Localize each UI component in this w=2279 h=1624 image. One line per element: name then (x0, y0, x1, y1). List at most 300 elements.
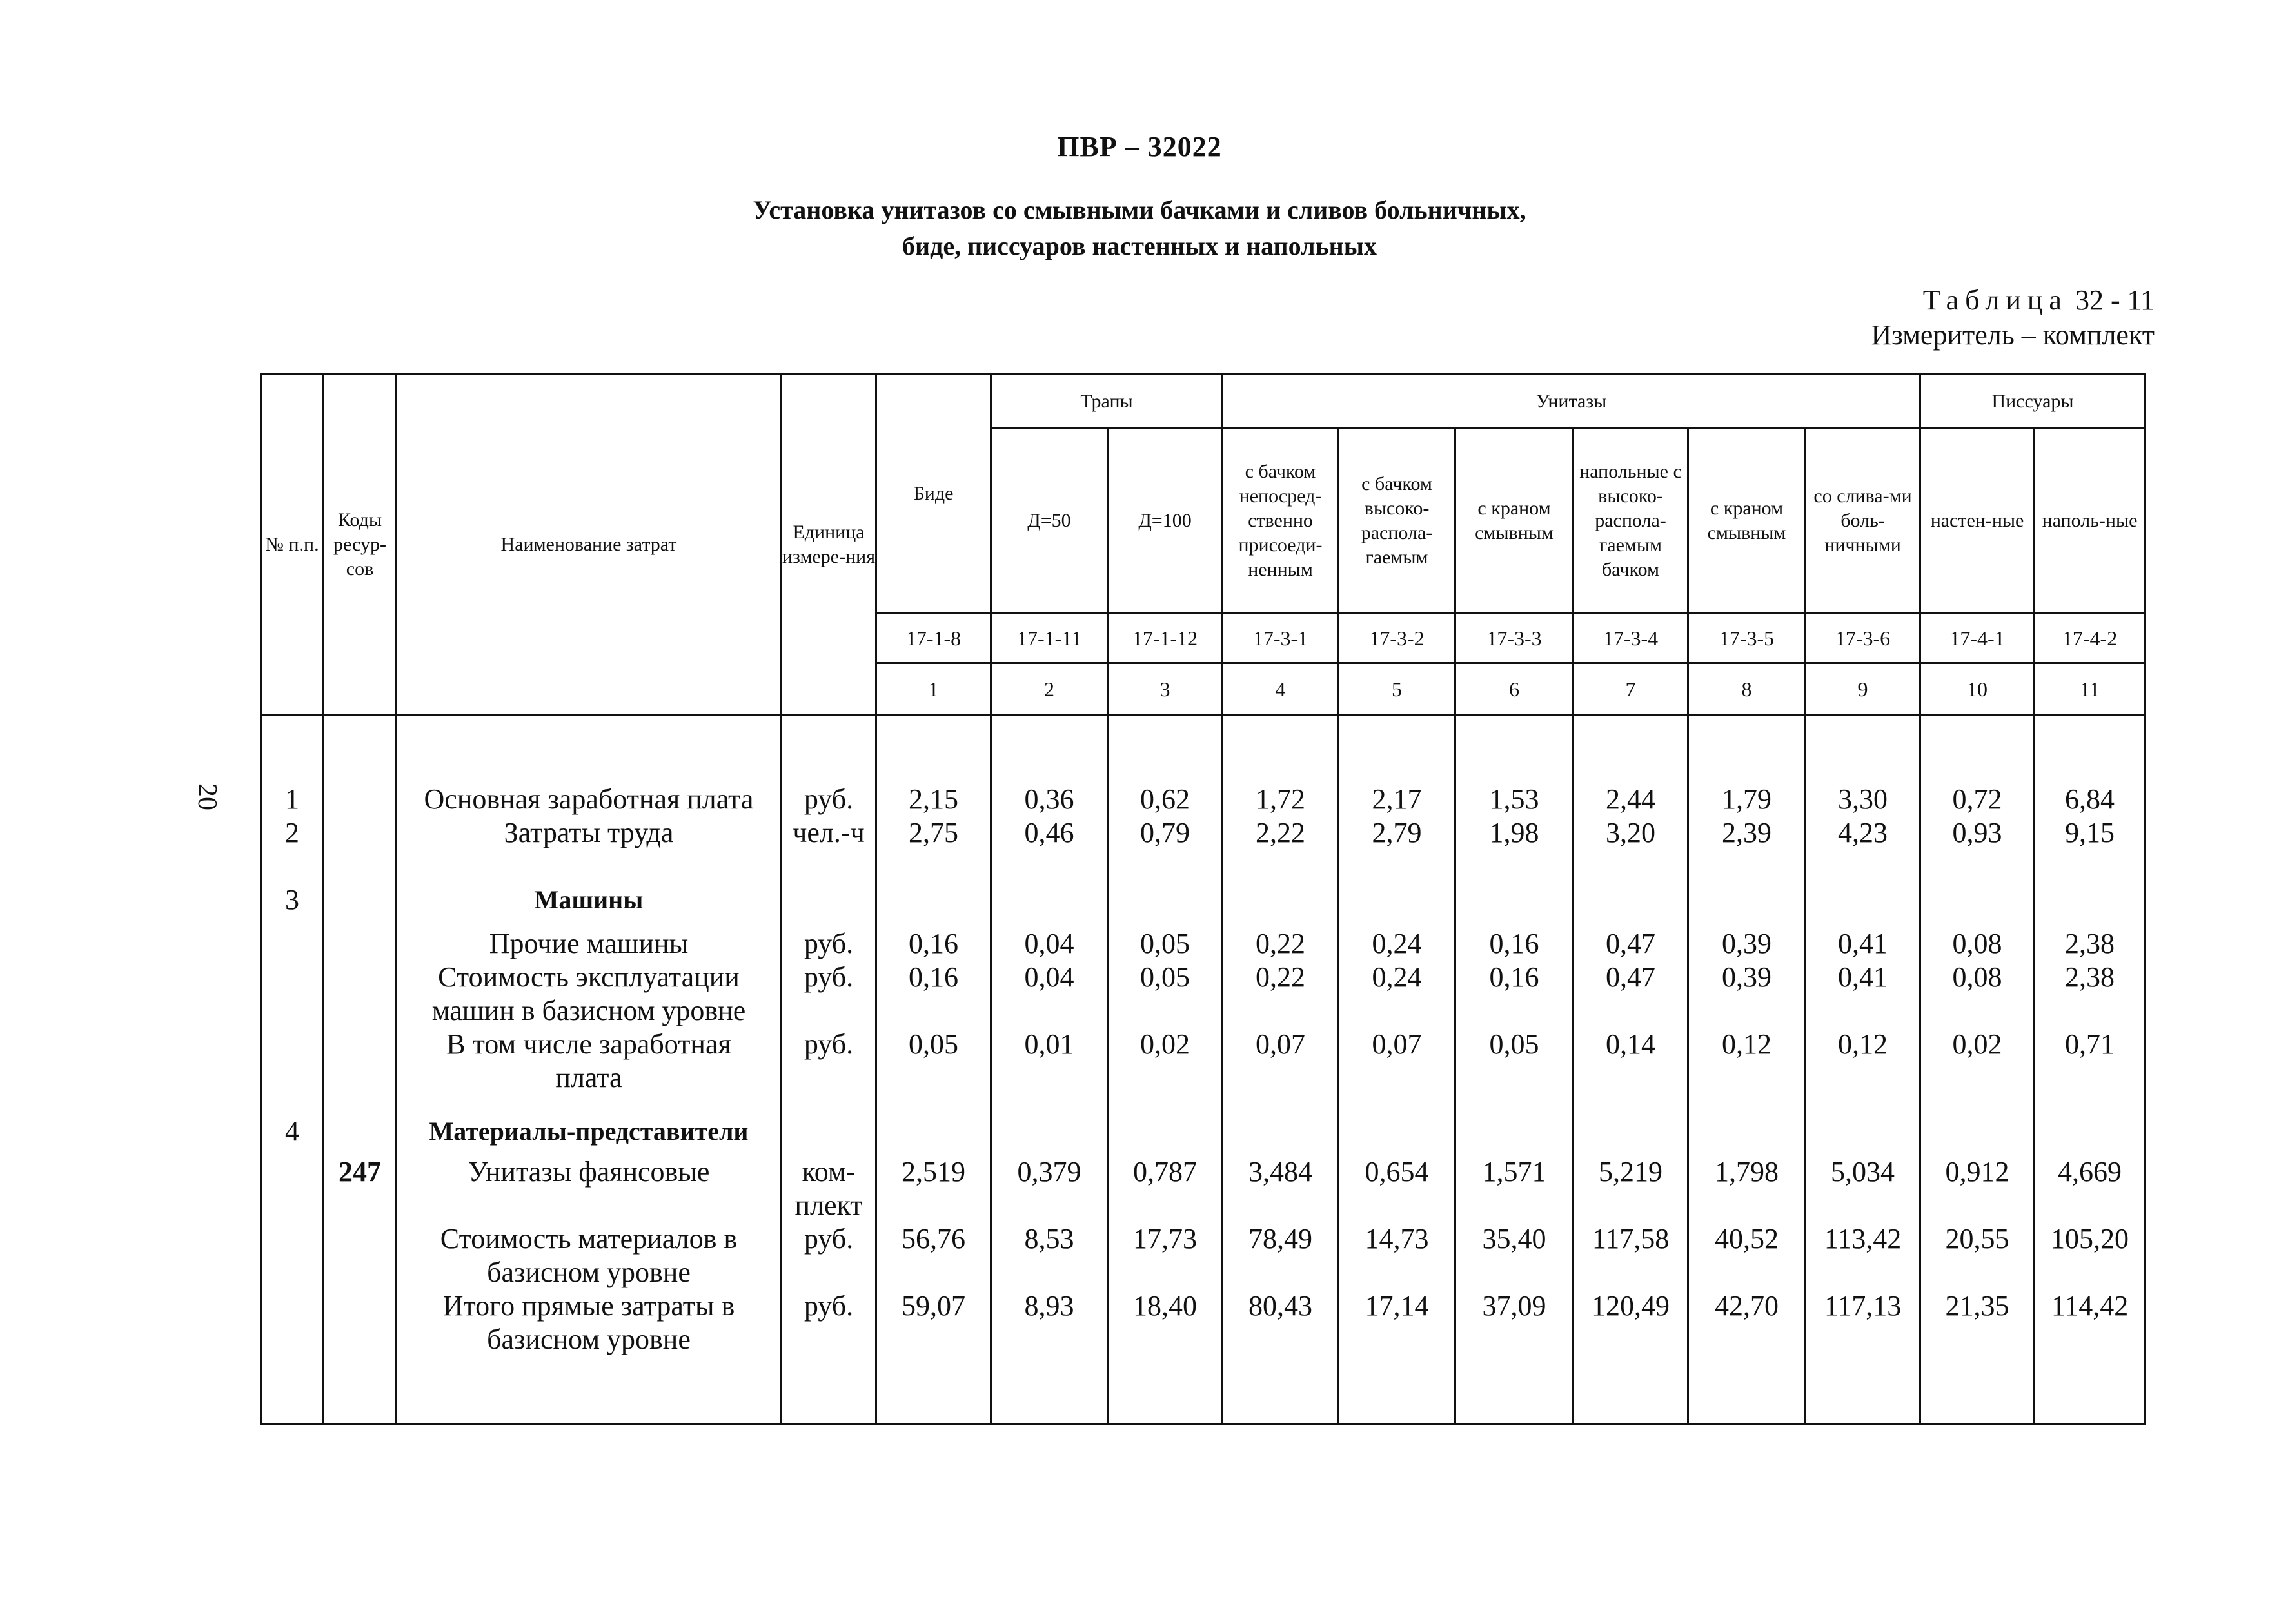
cost-value (1921, 1028, 2033, 1095)
norm-code: 17-4-2 (2035, 613, 2146, 663)
cost-value (1456, 961, 1572, 1028)
cost-value (877, 927, 990, 961)
cost-value-line: 0,04 (1024, 928, 1074, 959)
row-gap (992, 850, 1107, 883)
cost-value-line: 0,93 (1952, 817, 2002, 849)
cost-name-line: В том числе заработная (446, 1028, 731, 1060)
row-gap (782, 917, 875, 927)
cost-value (2035, 783, 2144, 816)
subcol-header: наполь-ные (2035, 429, 2146, 613)
cost-value-line: 3,484 (1248, 1155, 1313, 1188)
cost-table (260, 373, 2146, 1425)
cost-value (992, 1028, 1107, 1095)
row-gap (1689, 1148, 1804, 1155)
cost-value-line: 3,20 (1606, 817, 1656, 849)
cost-value-line: 5,219 (1599, 1155, 1663, 1188)
cost-value (992, 816, 1107, 850)
row-gap (397, 1095, 780, 1115)
subcol-header: с краном смывным (1688, 429, 1806, 613)
row-gap (1921, 850, 2033, 883)
cost-value-line: 0,05 (1140, 961, 1190, 993)
cost-value (1689, 816, 1804, 850)
cost-value (1806, 1155, 1919, 1222)
cost-value (1223, 1155, 1337, 1222)
cost-value (877, 1028, 990, 1095)
subcol-header: со слива-ми боль-ничными (1806, 429, 1920, 613)
cost-value (1574, 1222, 1687, 1289)
table-number: 32 - 11 (2075, 284, 2155, 316)
cost-names-column (397, 715, 782, 1425)
cost-value-line: 5,034 (1831, 1155, 1895, 1188)
norm-code: 17-3-6 (1806, 613, 1920, 663)
cost-value-line (2035, 883, 2144, 917)
cost-value-line (1223, 1115, 1337, 1148)
cost-value (1223, 961, 1337, 1028)
cost-value (1109, 816, 1221, 850)
cost-value-line: 8,53 (1024, 1222, 1074, 1255)
measure-unit: Измеритель – комплект (1871, 319, 2155, 351)
units-column (782, 715, 876, 1425)
row-gap (782, 1095, 875, 1115)
cost-value-line (1574, 1115, 1687, 1148)
row-number-line (262, 961, 322, 994)
norm-code: 17-1-11 (991, 613, 1108, 663)
row-number (262, 961, 322, 1028)
resource-code-line (324, 1222, 395, 1256)
resource-code-line (324, 1115, 395, 1148)
row-gap (324, 917, 395, 927)
unit-value (782, 1115, 875, 1148)
cost-value-line: 2,15 (909, 783, 958, 816)
row-gap (1109, 1148, 1221, 1155)
norm-code: 17-3-1 (1223, 613, 1339, 663)
unit-value-line: руб. (804, 928, 854, 959)
col-index: 11 (2035, 663, 2146, 715)
row-number (262, 816, 322, 850)
cost-value (1921, 1289, 2033, 1356)
resource-code (324, 1115, 395, 1148)
cost-value (1574, 883, 1687, 917)
cost-value (1223, 883, 1337, 917)
cost-value-line: 1,98 (1489, 817, 1539, 849)
cost-name-line: Машины (534, 885, 644, 915)
cost-value (1806, 883, 1919, 917)
cost-value (1689, 883, 1804, 917)
row-gap (1456, 850, 1572, 883)
col-index: 1 (876, 663, 991, 715)
col-codes-header: Коды ресур-сов (324, 375, 397, 715)
cost-value (1109, 783, 1221, 816)
row-number-line: 2 (285, 817, 299, 849)
resource-code-line (324, 927, 395, 961)
row-gap (2035, 850, 2144, 883)
subcol-header: с бачком высоко-распола-гаемым (1339, 429, 1455, 613)
values-column-10 (1920, 715, 2035, 1425)
cost-value (1689, 961, 1804, 1028)
row-gap (1574, 1148, 1687, 1155)
header-row-groups (261, 375, 2146, 429)
cost-value-line: 40,52 (1715, 1222, 1779, 1255)
col-bide-header: Биде (876, 375, 991, 613)
cost-value-line: 4,23 (1838, 817, 1888, 849)
cost-value (2035, 1028, 2144, 1095)
cost-value-line: 9,15 (2065, 817, 2115, 849)
cost-value-line: 0,47 (1606, 961, 1656, 993)
resource-code (324, 1028, 395, 1095)
table-word: Таблица (1922, 284, 2068, 316)
cost-value-line: 0,47 (1606, 928, 1656, 959)
resource-code-line (324, 883, 395, 917)
cost-value (1109, 1115, 1221, 1148)
col-name-header: Наименование затрат (397, 375, 782, 715)
cost-value-line (1921, 1115, 2033, 1148)
row-gap (1574, 1095, 1687, 1115)
document-title (0, 192, 2279, 264)
row-gap (1806, 917, 1919, 927)
resource-code (324, 1155, 395, 1222)
cost-value-line (1456, 1115, 1572, 1148)
row-gap (782, 1148, 875, 1155)
row-gap (877, 1095, 990, 1115)
row-gap (1456, 917, 1572, 927)
values-column-8 (1688, 715, 1806, 1425)
row-gap (992, 1148, 1107, 1155)
cost-value-line: 0,16 (1489, 961, 1539, 993)
cost-value-line: 0,07 (1372, 1028, 1422, 1060)
row-gap (1339, 917, 1454, 927)
cost-value-line: 117,13 (1824, 1289, 1902, 1322)
norm-code: 17-3-4 (1574, 613, 1688, 663)
cost-name (397, 783, 780, 816)
subcol-header: с краном смывным (1455, 429, 1574, 613)
unit-value (782, 961, 875, 1028)
cost-value (1689, 927, 1804, 961)
cost-value (1339, 783, 1454, 816)
cost-value (1223, 783, 1337, 816)
cost-name-line: базисном уровне (487, 1256, 691, 1288)
norm-code: 17-3-3 (1455, 613, 1574, 663)
cost-value (1921, 883, 2033, 917)
cost-value (992, 1115, 1107, 1148)
resource-code (324, 783, 395, 816)
cost-value-line: 1,72 (1256, 783, 1306, 816)
cost-value-line: 0,72 (1952, 783, 2002, 816)
cost-value (1456, 816, 1572, 850)
unit-value-line: руб. (804, 1028, 854, 1060)
cost-value-line: 0,05 (1140, 928, 1190, 959)
cost-value (1574, 1289, 1687, 1356)
group-traps-header: Трапы (991, 375, 1223, 429)
row-gap (1223, 850, 1337, 883)
cost-name-line: Прочие машины (489, 928, 689, 959)
cost-name-line: Итого прямые затраты в (442, 1289, 735, 1322)
cost-value-line: 114,42 (2051, 1289, 2129, 1322)
cost-value-line (877, 1115, 990, 1148)
values-column-9 (1806, 715, 1920, 1425)
page-number: 20 (192, 783, 222, 810)
cost-value-line: 2,44 (1606, 783, 1656, 816)
row-gap (1339, 1148, 1454, 1155)
resource-code (324, 883, 395, 917)
row-gap (324, 1148, 395, 1155)
cost-value (1689, 783, 1804, 816)
row-gap (1689, 917, 1804, 927)
cost-name (397, 1115, 780, 1148)
col-index: 7 (1574, 663, 1688, 715)
unit-value (782, 816, 875, 850)
col-index: 9 (1806, 663, 1920, 715)
cost-value (1223, 1028, 1337, 1095)
row-number-line (262, 1028, 322, 1061)
unit-value-line (782, 1115, 875, 1148)
values-column-6 (1455, 715, 1574, 1425)
cost-value-line: 0,12 (1838, 1028, 1888, 1060)
cost-value (1574, 961, 1687, 1028)
row-gap (1109, 850, 1221, 883)
cost-value-line: 17,14 (1365, 1289, 1429, 1322)
col-index: 10 (1920, 663, 2035, 715)
cost-value (2035, 927, 2144, 961)
cost-value-line: 0,07 (1256, 1028, 1306, 1060)
cost-name-line: Материалы-представители (429, 1117, 749, 1146)
row-gap (1456, 1148, 1572, 1155)
cost-value-line: 2,519 (902, 1155, 965, 1188)
cost-value (1456, 927, 1572, 961)
cost-value-line: 20,55 (1945, 1222, 2009, 1255)
row-gap (2035, 1148, 2144, 1155)
row-gap (877, 850, 990, 883)
subcol-header: напольные с высоко-распола-гаемым бачком (1574, 429, 1688, 613)
cost-value-line: 2,38 (2065, 928, 2115, 959)
cost-value-line: 2,22 (1256, 817, 1306, 849)
unit-value (782, 927, 875, 961)
row-number (262, 1028, 322, 1095)
subcol-header: Д=100 (1108, 429, 1223, 613)
cost-value-line: 35,40 (1482, 1222, 1546, 1255)
values-column-5 (1339, 715, 1455, 1425)
row-gap (262, 1095, 322, 1115)
cost-value (1339, 927, 1454, 961)
cost-value-line (1339, 1115, 1454, 1148)
cost-value (877, 816, 990, 850)
cost-value (1456, 1289, 1572, 1356)
cost-value (2035, 1222, 2144, 1289)
cost-value (1109, 927, 1221, 961)
cost-value-line: 80,43 (1248, 1289, 1313, 1322)
norm-code: 17-4-1 (1920, 613, 2035, 663)
cost-value-line: 0,71 (2065, 1028, 2115, 1060)
cost-value (2035, 1155, 2144, 1222)
unit-value-line: плект (794, 1189, 863, 1221)
row-gap (1921, 917, 2033, 927)
cost-value (1806, 816, 1919, 850)
unit-value-line (782, 883, 875, 917)
resource-code (324, 1222, 395, 1289)
cost-value (1456, 783, 1572, 816)
cost-value (992, 1222, 1107, 1289)
cost-value-line (1109, 883, 1221, 917)
cost-value (1921, 1155, 2033, 1222)
resource-code-line: 247 (339, 1155, 381, 1188)
cost-value-line: 37,09 (1482, 1289, 1546, 1322)
row-gap (1109, 1095, 1221, 1115)
row-gap (1921, 1148, 2033, 1155)
cost-value-line: 105,20 (2051, 1222, 2129, 1255)
norm-code: 17-3-2 (1339, 613, 1455, 663)
cost-value-line: 2,17 (1372, 783, 1422, 816)
col-index: 4 (1223, 663, 1339, 715)
col-no-header: № п.п. (261, 375, 324, 715)
cost-value (1339, 1115, 1454, 1148)
row-gap (324, 850, 395, 883)
cost-value-line: 14,73 (1365, 1222, 1429, 1255)
row-gap (397, 850, 780, 883)
unit-value-line: руб. (804, 1222, 854, 1255)
cost-value-line: 0,04 (1024, 961, 1074, 993)
cost-value-line (992, 883, 1107, 917)
subcol-header: настен-ные (1920, 429, 2035, 613)
group-urinals-header: Писсуары (1920, 375, 2146, 429)
cost-value (1339, 816, 1454, 850)
cost-value-line (1339, 883, 1454, 917)
cost-value (877, 1289, 990, 1356)
cost-value (1921, 783, 2033, 816)
row-gap (877, 1148, 990, 1155)
cost-name-line: плата (555, 1062, 622, 1093)
row-number (262, 1289, 322, 1356)
norm-code: 17-1-8 (876, 613, 991, 663)
resource-code-line (324, 1289, 395, 1323)
cost-value-line: 56,76 (902, 1222, 965, 1255)
unit-value (782, 783, 875, 816)
cost-value (1806, 1115, 1919, 1148)
cost-value-line: 1,79 (1722, 783, 1772, 816)
cost-value (1806, 1289, 1919, 1356)
row-gap (1456, 1095, 1572, 1115)
col-index: 5 (1339, 663, 1455, 715)
col-index: 8 (1688, 663, 1806, 715)
cost-name (397, 927, 780, 961)
unit-value (782, 1289, 875, 1356)
cost-name-line: базисном уровне (487, 1323, 691, 1355)
cost-value (992, 1155, 1107, 1222)
cost-value-line: 17,73 (1133, 1222, 1197, 1255)
row-gap (1223, 1095, 1337, 1115)
values-column-4 (1223, 715, 1339, 1425)
cost-value-line: 0,16 (909, 961, 958, 993)
cost-name-line: машин в базисном уровне (431, 995, 746, 1026)
unit-value-line: руб. (804, 1289, 854, 1322)
cost-value-line: 0,379 (1017, 1155, 1081, 1188)
col-unit-header: Единица измере-ния (782, 375, 876, 715)
cost-value (1689, 1155, 1804, 1222)
cost-name-line: Затраты труда (504, 817, 674, 849)
row-number-line: 1 (285, 783, 299, 816)
row-gap (262, 917, 322, 927)
row-gap (262, 1148, 322, 1155)
cost-value-line (877, 883, 990, 917)
cost-value (877, 783, 990, 816)
resource-code-line (324, 816, 395, 850)
document-code: ПВР – 32022 (1057, 131, 1222, 162)
cost-value-line: 2,39 (1722, 817, 1772, 849)
row-gap (1223, 917, 1337, 927)
title-line-1: Установка унитазов со смывными бачками и сливов больничных, (753, 195, 1526, 224)
cost-value-line: 0,16 (1489, 928, 1539, 959)
values-column-2 (991, 715, 1108, 1425)
row-number (262, 927, 322, 961)
row-numbers-column (261, 715, 324, 1425)
cost-value (1109, 1028, 1221, 1095)
subcol-header: Д=50 (991, 429, 1108, 613)
cost-value (1456, 1115, 1572, 1148)
cost-value-line: 3,30 (1838, 783, 1888, 816)
group-toilets-header: Унитазы (1223, 375, 1920, 429)
cost-value-line (1806, 1115, 1919, 1148)
row-gap (1223, 1148, 1337, 1155)
cost-value (1456, 883, 1572, 917)
resource-codes-column (324, 715, 397, 1425)
cost-value-line: 0,14 (1606, 1028, 1656, 1060)
row-gap (1806, 1148, 1919, 1155)
cost-value (1109, 1289, 1221, 1356)
cost-name-line: Основная заработная плата (424, 783, 754, 816)
cost-value-line (992, 1115, 1107, 1148)
row-number-line (262, 1289, 322, 1323)
cost-value-line: 2,38 (2065, 961, 2115, 993)
row-gap (1109, 917, 1221, 927)
cost-value-line: 0,16 (909, 928, 958, 959)
cost-value-line: 0,02 (1140, 1028, 1190, 1060)
row-gap (1806, 850, 1919, 883)
cost-value-line: 0,08 (1952, 961, 2002, 993)
cost-value (1223, 1222, 1337, 1289)
subcol-header: с бачком непосред-ственно присоеди-ненным (1223, 429, 1339, 613)
cost-value-line (1109, 1115, 1221, 1148)
cost-name (397, 961, 780, 1028)
cost-value-line (1921, 883, 2033, 917)
unit-value-line: руб. (804, 783, 854, 816)
row-number-line (262, 1155, 322, 1189)
cost-value-line: 2,75 (909, 817, 958, 849)
cost-value-line (1689, 1115, 1804, 1148)
unit-value (782, 1028, 875, 1095)
unit-value (782, 883, 875, 917)
cost-value (1921, 1115, 2033, 1148)
norm-code: 17-3-5 (1688, 613, 1806, 663)
cost-value (1339, 1155, 1454, 1222)
row-gap (1339, 1095, 1454, 1115)
cost-value-line: 1,571 (1482, 1155, 1546, 1188)
cost-value (1223, 816, 1337, 850)
cost-name-line: Стоимость эксплуатации (438, 961, 740, 993)
cost-value (1689, 1222, 1804, 1289)
cost-value (1109, 961, 1221, 1028)
cost-value (992, 961, 1107, 1028)
row-gap (992, 917, 1107, 927)
cost-value-line: 0,05 (909, 1028, 958, 1060)
cost-value-line (1456, 883, 1572, 917)
cost-value-line: 8,93 (1024, 1289, 1074, 1322)
cost-value (992, 927, 1107, 961)
cost-value (877, 883, 990, 917)
row-gap (397, 917, 780, 927)
row-number (262, 783, 322, 816)
cost-name-line: Унитазы фаянсовые (468, 1155, 710, 1188)
row-number (262, 1155, 322, 1222)
row-gap (2035, 1095, 2144, 1115)
cost-value-line: 120,49 (1592, 1289, 1670, 1322)
